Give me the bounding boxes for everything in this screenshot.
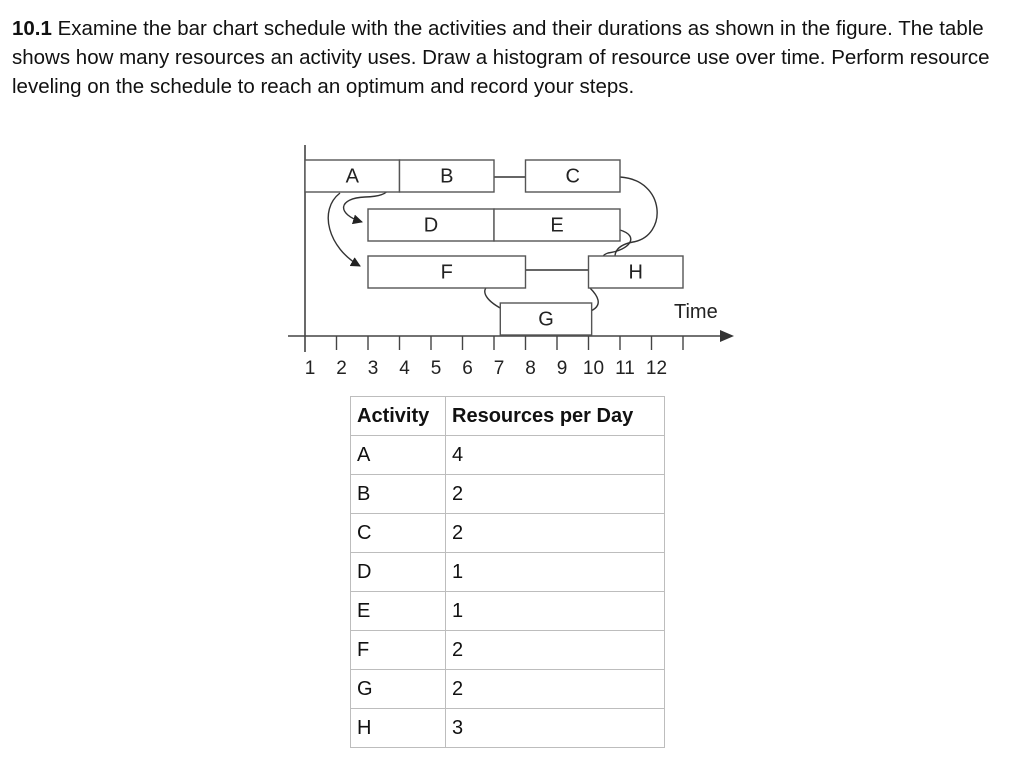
activity-bar-f <box>368 256 526 288</box>
cell-activity: E <box>351 592 446 631</box>
table-row <box>351 514 665 553</box>
cell-activity: D <box>351 553 446 592</box>
cell-resources: 4 <box>446 436 665 475</box>
cell-resources: 2 <box>446 670 665 709</box>
cell-activity: F <box>351 631 446 670</box>
table-row <box>351 436 665 475</box>
col-header-resources: Resources per Day <box>446 397 665 436</box>
activity-bar-label: B <box>440 165 454 188</box>
activity-bar-c <box>526 160 621 192</box>
cell-activity: C <box>351 514 446 553</box>
activity-bar-e <box>494 209 620 241</box>
x-tick-label: 3 <box>367 358 379 379</box>
x-tick-label: 1 <box>304 358 316 379</box>
activity-bar-b <box>400 160 495 192</box>
activity-bar-h <box>589 256 684 288</box>
x-ticks <box>305 336 683 379</box>
problem-number: 10.1 <box>12 17 52 40</box>
activity-bar-a <box>305 160 400 192</box>
table-row <box>351 592 665 631</box>
x-axis-arrow <box>720 330 734 342</box>
table-row <box>351 475 665 514</box>
dependency-links <box>328 175 657 317</box>
table-row <box>351 670 665 709</box>
activity-bar-g <box>500 303 591 335</box>
x-tick-label: 12 <box>645 358 668 379</box>
resources-table <box>350 396 665 748</box>
x-tick-label: 5 <box>430 358 442 379</box>
x-tick-label: 6 <box>462 358 473 379</box>
cell-activity: G <box>351 670 446 709</box>
activity-bar-label: A <box>345 165 359 188</box>
table-header-row <box>351 397 665 436</box>
activity-bar-label: F <box>440 261 453 284</box>
activity-bar-d <box>368 209 494 241</box>
table-row <box>351 709 665 748</box>
x-tick-label: 4 <box>399 358 410 379</box>
x-axis-label: Time <box>674 301 718 323</box>
cell-activity: H <box>351 709 446 748</box>
activity-bar-label: D <box>423 214 439 237</box>
cell-activity: A <box>351 436 446 475</box>
table-row <box>351 631 665 670</box>
x-tick-label: 11 <box>615 358 635 379</box>
col-header-activity: Activity <box>351 397 446 436</box>
cell-resources: 3 <box>446 709 665 748</box>
cell-resources: 1 <box>446 592 665 631</box>
table-row <box>351 553 665 592</box>
x-tick-label: 2 <box>336 358 347 379</box>
cell-resources: 2 <box>446 475 665 514</box>
cell-activity: B <box>351 475 446 514</box>
cell-resources: 2 <box>446 514 665 553</box>
x-tick-label: 9 <box>556 358 568 379</box>
activity-bar-label: G <box>538 308 554 331</box>
activity-bars <box>305 160 683 335</box>
x-tick-label: 10 <box>582 358 605 379</box>
x-tick-label: 8 <box>525 358 536 379</box>
activity-bar-label: C <box>565 165 580 188</box>
problem-text: Examine the bar chart schedule with the activities and their durations as shown in the figure. The table shows how many resources an activity uses. Draw a histogram of resource use over time. Perform resource leveling on the schedule to reach an optimum and record your steps. <box>12 17 990 98</box>
activity-bar-label: E <box>550 214 564 237</box>
cell-resources: 2 <box>446 631 665 670</box>
x-tick-label: 7 <box>493 358 505 379</box>
activity-bar-label: H <box>628 261 643 284</box>
cell-resources: 1 <box>446 553 665 592</box>
